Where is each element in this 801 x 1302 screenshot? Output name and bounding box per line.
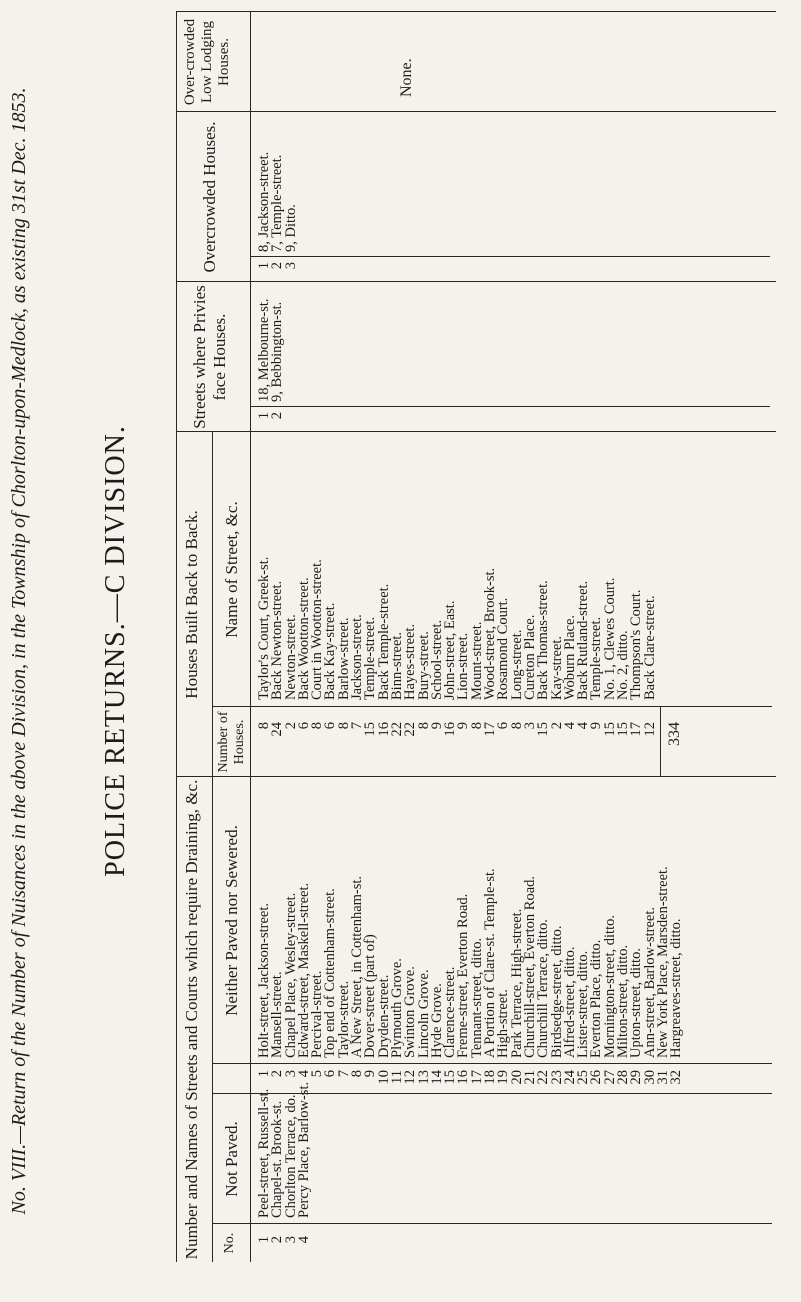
list-item: Alfred-street, ditto. bbox=[561, 946, 578, 1058]
list-item: No. 2, ditto. bbox=[615, 630, 632, 700]
list-item: Long-street. bbox=[508, 629, 525, 700]
row-number: 1 bbox=[256, 412, 272, 420]
list-item: Churchill Terrace, ditto. bbox=[535, 919, 552, 1058]
house-count: 6 bbox=[495, 722, 512, 730]
list-item: Birdsedge-street, ditto. bbox=[548, 925, 565, 1058]
list-item: Percy Place, Barlow-st. bbox=[295, 1081, 312, 1218]
list-item: Back Kay-street. bbox=[322, 602, 339, 700]
list-item: Chorlton Terrace, do. bbox=[282, 1094, 299, 1218]
row-number: 20 bbox=[508, 1070, 525, 1085]
section-streets-header: Number and Names of Streets and Courts which require Draining, &c. bbox=[182, 779, 201, 1260]
row-number: 32 bbox=[668, 1070, 685, 1085]
row-number: 1 bbox=[256, 262, 272, 270]
row-number: 14 bbox=[428, 1070, 445, 1085]
list-item: Wood-street, Brook-st. bbox=[482, 567, 499, 700]
neither-numbers bbox=[258, 1070, 684, 1092]
return-subtitle: No. VIII.—Return of the Number of Nuisances in the above Division, in the Township of Chorlton-upon-Medlock, as existing 31st Dec. 1853. bbox=[8, 87, 30, 1215]
overcrowded-list bbox=[258, 152, 298, 252]
row-number: 1 bbox=[256, 1236, 272, 1244]
row-number: 16 bbox=[455, 1070, 472, 1085]
list-item: 9, Bebbington-st. bbox=[269, 301, 286, 402]
list-item: Freme-street, Everton Road. bbox=[455, 893, 472, 1058]
row-number: 8 bbox=[349, 1070, 366, 1078]
list-item: Edward-street, Maskell-street. bbox=[295, 882, 312, 1058]
list-item: Lion-street. bbox=[455, 632, 472, 700]
house-count: 3 bbox=[521, 722, 538, 730]
overcrowded-header: Overcrowded Houses. bbox=[200, 121, 219, 273]
list-item: Newton-street. bbox=[282, 614, 299, 700]
house-count: 7 bbox=[349, 722, 366, 730]
list-item: Clarence-street. bbox=[442, 966, 459, 1058]
list-item: Upton-street, ditto. bbox=[628, 948, 645, 1058]
list-item: Taylor's Court, Greek-st. bbox=[256, 556, 272, 700]
row-number: 18 bbox=[482, 1070, 499, 1085]
list-item: Kay-street. bbox=[548, 635, 565, 700]
list-item: Lincoln Grove. bbox=[415, 969, 432, 1058]
house-count: 17 bbox=[482, 722, 499, 737]
list-item: 8, Jackson-street. bbox=[256, 151, 272, 252]
list-item: Cureton Place. bbox=[521, 614, 538, 700]
list-item: Woburn Place. bbox=[561, 614, 578, 700]
row-number: 4 bbox=[295, 1070, 312, 1078]
list-item: Back Thomas-street. bbox=[535, 580, 552, 700]
back-to-back-header: Houses Built Back to Back. bbox=[182, 510, 201, 699]
list-item: Dryden-street. bbox=[375, 974, 392, 1058]
list-item: Hayes-street. bbox=[402, 623, 419, 700]
list-item: Temple-street. bbox=[588, 616, 605, 700]
list-item: Everton Place, ditto. bbox=[588, 939, 605, 1058]
row-number: 2 bbox=[269, 1070, 286, 1078]
list-item: Tennant-street, ditto. bbox=[468, 937, 485, 1058]
list-item: Milton-street, ditto. bbox=[615, 944, 632, 1058]
row-number: 2 bbox=[269, 412, 286, 420]
back-to-back-total: 334 bbox=[666, 722, 683, 746]
overcrowded-numbers bbox=[258, 262, 298, 280]
row-number: 17 bbox=[468, 1070, 485, 1085]
house-count: 6 bbox=[322, 722, 339, 730]
list-item: Temple-street. bbox=[362, 616, 379, 700]
row-number: 27 bbox=[601, 1070, 618, 1085]
house-count: 9 bbox=[455, 722, 472, 730]
list-item: New York Place, Marsden-street. bbox=[654, 866, 671, 1058]
list-item: 18, Melbourne-st. bbox=[256, 298, 272, 402]
house-count: 22 bbox=[402, 722, 419, 737]
list-item: Court in Wootton-street. bbox=[309, 559, 326, 700]
list-item: Park Terrace, High-street. bbox=[508, 908, 525, 1058]
list-item: Back Newton-street. bbox=[269, 580, 286, 700]
house-count: 4 bbox=[575, 722, 592, 730]
list-item: Swinton Grove. bbox=[402, 966, 419, 1058]
lodging-value: None. bbox=[398, 58, 415, 97]
page-title: POLICE RETURNS.—C DIVISION. bbox=[100, 425, 131, 877]
list-item: High-street. bbox=[495, 989, 512, 1058]
back-to-back-numbers bbox=[258, 722, 657, 772]
row-number: 3 bbox=[282, 1070, 299, 1078]
list-item: Jackson-street. bbox=[349, 614, 366, 700]
list-item: Dover-street (part of) bbox=[362, 934, 379, 1058]
row-number: 28 bbox=[615, 1070, 632, 1085]
row-number: 19 bbox=[495, 1070, 512, 1085]
house-count: 6 bbox=[295, 722, 312, 730]
house-count: 4 bbox=[561, 722, 578, 730]
list-item: Binn-street. bbox=[388, 631, 405, 700]
list-item: School-street. bbox=[428, 619, 445, 700]
house-count: 2 bbox=[282, 722, 299, 730]
row-number: 12 bbox=[402, 1070, 419, 1085]
row-number: 24 bbox=[561, 1070, 578, 1085]
row-number: 31 bbox=[654, 1070, 671, 1085]
house-count: 15 bbox=[535, 722, 552, 737]
privies-list bbox=[258, 299, 285, 403]
house-count: 9 bbox=[428, 722, 445, 730]
house-count: 8 bbox=[415, 722, 432, 730]
list-item: Percival-street. bbox=[309, 970, 326, 1058]
list-item: Thompson's Court. bbox=[628, 589, 645, 700]
list-item: Mount-street. bbox=[468, 621, 485, 700]
list-item: Lister-street, ditto. bbox=[575, 950, 592, 1058]
list-item: Hargreaves-street, ditto. bbox=[668, 918, 685, 1058]
not-paved-list bbox=[258, 1082, 311, 1218]
list-item: Churchill-street, Everton Road. bbox=[521, 875, 538, 1058]
list-item: No. 1, Clewes Court. bbox=[601, 577, 618, 700]
neither-header: Neither Paved nor Sewered. bbox=[222, 825, 241, 1016]
list-item: Taylor-street. bbox=[335, 980, 352, 1058]
list-item: Chapel-st. Brook-st. bbox=[269, 1100, 286, 1218]
row-number: 6 bbox=[322, 1070, 339, 1078]
list-item: Ann-street, Barlow-street. bbox=[641, 907, 658, 1058]
list-item: Hyde Grove. bbox=[428, 983, 445, 1058]
row-number: 10 bbox=[375, 1070, 392, 1085]
list-item: A Portion of Clare-st. Temple-st. bbox=[482, 868, 499, 1058]
list-item: Plymouth Grove. bbox=[388, 958, 405, 1058]
house-count: 12 bbox=[641, 722, 658, 737]
row-number: 9 bbox=[362, 1070, 379, 1078]
list-item: Peel-street, Russell-st. bbox=[256, 1088, 272, 1218]
list-item: Mansell-street. bbox=[269, 971, 286, 1058]
list-item: Top end of Cottenham-street. bbox=[322, 888, 339, 1058]
not-paved-numbers bbox=[258, 1236, 311, 1258]
row-number: 26 bbox=[588, 1070, 605, 1085]
house-count: 8 bbox=[468, 722, 485, 730]
row-number: 3 bbox=[282, 1236, 299, 1244]
not-paved-header: Not Paved. bbox=[222, 1121, 241, 1197]
row-number: 5 bbox=[309, 1070, 326, 1078]
privies-header: Streets where Privies face Houses. bbox=[190, 285, 229, 429]
row-number: 2 bbox=[269, 262, 286, 270]
row-number: 1 bbox=[256, 1070, 272, 1078]
row-number: 13 bbox=[415, 1070, 432, 1085]
row-number: 15 bbox=[442, 1070, 459, 1085]
house-count: 8 bbox=[335, 722, 352, 730]
list-item: Rosamond Court. bbox=[495, 597, 512, 700]
house-count: 17 bbox=[628, 722, 645, 737]
house-count: 16 bbox=[442, 722, 459, 737]
row-number: 3 bbox=[282, 262, 299, 270]
lodging-header: Over-crowded Low Lodging Houses. bbox=[182, 18, 232, 106]
list-item: Back Wootton-street. bbox=[295, 577, 312, 700]
list-item: Holt-street, Jackson-street. bbox=[256, 902, 272, 1058]
list-item: 7, Temple-street. bbox=[269, 154, 286, 252]
number-of-houses-header: Number of Houses. bbox=[216, 711, 247, 773]
row-number: 23 bbox=[548, 1070, 565, 1085]
back-to-back-list bbox=[258, 557, 657, 700]
name-of-street-header: Name of Street, &c. bbox=[222, 501, 241, 638]
list-item: Mornington-street, ditto. bbox=[601, 915, 618, 1058]
list-item: Barlow-street. bbox=[335, 617, 352, 700]
row-number: 29 bbox=[628, 1070, 645, 1085]
house-count: 2 bbox=[548, 722, 565, 730]
list-item: Back Temple-street. bbox=[375, 583, 392, 700]
house-count: 9 bbox=[588, 722, 605, 730]
row-number: 22 bbox=[535, 1070, 552, 1085]
house-count: 15 bbox=[601, 722, 618, 737]
table-top-rule bbox=[176, 12, 177, 1262]
list-item: John-street, East. bbox=[442, 600, 459, 700]
house-count: 15 bbox=[615, 722, 632, 737]
list-item: 9, Ditto. bbox=[282, 204, 299, 252]
house-count: 24 bbox=[269, 722, 286, 737]
row-number: 7 bbox=[335, 1070, 352, 1078]
house-count: 8 bbox=[256, 722, 272, 730]
list-item: Bury-street. bbox=[415, 631, 432, 700]
house-count: 16 bbox=[375, 722, 392, 737]
house-count: 8 bbox=[508, 722, 525, 730]
privies-numbers bbox=[258, 412, 285, 430]
neither-list bbox=[258, 866, 684, 1058]
row-number: 30 bbox=[641, 1070, 658, 1085]
house-count: 22 bbox=[388, 722, 405, 737]
list-item: Back Rutland-street. bbox=[575, 580, 592, 700]
row-number: 4 bbox=[295, 1236, 312, 1244]
row-number: 2 bbox=[269, 1236, 286, 1244]
no-header: No. bbox=[222, 1232, 237, 1254]
row-number: 21 bbox=[521, 1070, 538, 1085]
house-count: 15 bbox=[362, 722, 379, 737]
list-item: Back Clare-street. bbox=[641, 595, 658, 700]
row-number: 25 bbox=[575, 1070, 592, 1085]
list-item: A New Street, in Cottenham-st. bbox=[349, 875, 366, 1058]
list-item: Chapel Place, Wesley-street. bbox=[282, 892, 299, 1058]
row-number: 11 bbox=[388, 1070, 405, 1084]
house-count: 8 bbox=[309, 722, 326, 730]
